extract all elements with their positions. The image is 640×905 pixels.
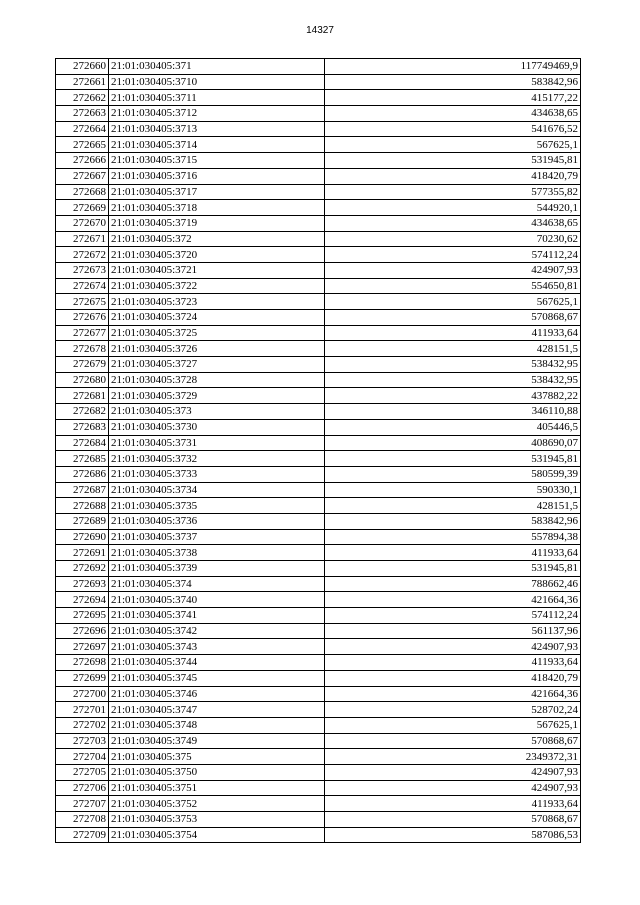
value-cell: 590330,1 (325, 482, 581, 498)
row-number-cell: 272698 (56, 655, 109, 671)
row-number-cell: 272679 (56, 357, 109, 373)
value-cell: 424907,93 (325, 764, 581, 780)
table-row (56, 90, 581, 106)
cadastral-number-cell: 21:01:030405:3719 (109, 215, 325, 231)
cadastral-number-cell: 21:01:030405:3735 (109, 498, 325, 514)
value-cell: 587086,53 (325, 827, 581, 843)
row-number-cell: 272683 (56, 419, 109, 435)
row-number-cell: 272708 (56, 812, 109, 828)
table-row (56, 764, 581, 780)
value-cell: 544920,1 (325, 200, 581, 216)
value-cell: 554650,81 (325, 278, 581, 294)
cadastral-number-cell: 21:01:030405:3744 (109, 655, 325, 671)
value-cell: 567625,1 (325, 294, 581, 310)
table-row (56, 137, 581, 153)
cadastral-number-cell: 21:01:030405:3712 (109, 106, 325, 122)
row-number-cell: 272692 (56, 561, 109, 577)
table-row (56, 796, 581, 812)
cadastral-number-cell: 21:01:030405:3748 (109, 717, 325, 733)
value-cell: 788662,46 (325, 576, 581, 592)
cadastral-number-cell: 21:01:030405:3724 (109, 310, 325, 326)
row-number-cell: 272673 (56, 262, 109, 278)
table-row (56, 231, 581, 247)
row-number-cell: 272664 (56, 121, 109, 137)
value-cell: 531945,81 (325, 451, 581, 467)
row-number-cell: 272701 (56, 702, 109, 718)
table-row (56, 670, 581, 686)
table-row (56, 592, 581, 608)
table-row (56, 106, 581, 122)
cadastral-number-cell: 21:01:030405:3714 (109, 137, 325, 153)
row-number-cell: 272703 (56, 733, 109, 749)
cadastral-number-cell: 21:01:030405:3741 (109, 608, 325, 624)
value-cell: 421664,36 (325, 592, 581, 608)
cadastral-number-cell: 21:01:030405:3750 (109, 764, 325, 780)
cadastral-number-cell: 21:01:030405:3725 (109, 325, 325, 341)
row-number-cell: 272681 (56, 388, 109, 404)
data-table (55, 58, 581, 843)
cadastral-number-cell: 21:01:030405:372 (109, 231, 325, 247)
table-row (56, 545, 581, 561)
row-number-cell: 272707 (56, 796, 109, 812)
table-row (56, 435, 581, 451)
table-row (56, 215, 581, 231)
table-row (56, 812, 581, 828)
table-row (56, 717, 581, 733)
value-cell: 346110,88 (325, 404, 581, 420)
value-cell: 418420,79 (325, 168, 581, 184)
table-row (56, 733, 581, 749)
cadastral-number-cell: 21:01:030405:3745 (109, 670, 325, 686)
value-cell: 541676,52 (325, 121, 581, 137)
cadastral-number-cell: 21:01:030405:3739 (109, 561, 325, 577)
row-number-cell: 272678 (56, 341, 109, 357)
table-row (56, 310, 581, 326)
table-row (56, 388, 581, 404)
cadastral-number-cell: 21:01:030405:3736 (109, 513, 325, 529)
cadastral-number-cell: 21:01:030405:3717 (109, 184, 325, 200)
row-number-cell: 272677 (56, 325, 109, 341)
table-row (56, 168, 581, 184)
value-cell: 538432,95 (325, 357, 581, 373)
value-cell: 561137,96 (325, 623, 581, 639)
table-row (56, 513, 581, 529)
row-number-cell: 272690 (56, 529, 109, 545)
row-number-cell: 272682 (56, 404, 109, 420)
row-number-cell: 272662 (56, 90, 109, 106)
value-cell: 574112,24 (325, 247, 581, 263)
value-cell: 531945,81 (325, 561, 581, 577)
table-row (56, 529, 581, 545)
table-row (56, 466, 581, 482)
table-row (56, 121, 581, 137)
value-cell: 434638,65 (325, 215, 581, 231)
table-row (56, 372, 581, 388)
table-row (56, 341, 581, 357)
value-cell: 531945,81 (325, 153, 581, 169)
table-row (56, 294, 581, 310)
value-cell: 2349372,31 (325, 749, 581, 765)
value-cell: 567625,1 (325, 137, 581, 153)
row-number-cell: 272709 (56, 827, 109, 843)
table-row (56, 749, 581, 765)
cadastral-number-cell: 21:01:030405:3738 (109, 545, 325, 561)
table-row (56, 153, 581, 169)
table-row (56, 827, 581, 843)
row-number-cell: 272675 (56, 294, 109, 310)
cadastral-number-cell: 21:01:030405:3754 (109, 827, 325, 843)
cadastral-number-cell: 21:01:030405:3732 (109, 451, 325, 467)
value-cell: 580599,39 (325, 466, 581, 482)
table-row (56, 702, 581, 718)
value-cell: 574112,24 (325, 608, 581, 624)
value-cell: 408690,07 (325, 435, 581, 451)
cadastral-number-cell: 21:01:030405:3713 (109, 121, 325, 137)
value-cell: 70230,62 (325, 231, 581, 247)
cadastral-number-cell: 21:01:030405:3716 (109, 168, 325, 184)
value-cell: 117749469,9 (325, 59, 581, 75)
row-number-cell: 272695 (56, 608, 109, 624)
row-number-cell: 272669 (56, 200, 109, 216)
cadastral-number-cell: 21:01:030405:3730 (109, 419, 325, 435)
value-cell: 411933,64 (325, 325, 581, 341)
cadastral-number-cell: 21:01:030405:3752 (109, 796, 325, 812)
table-row (56, 639, 581, 655)
cadastral-number-cell: 21:01:030405:3728 (109, 372, 325, 388)
table-row (56, 576, 581, 592)
cadastral-number-cell: 21:01:030405:374 (109, 576, 325, 592)
row-number-cell: 272661 (56, 74, 109, 90)
row-number-cell: 272696 (56, 623, 109, 639)
cadastral-number-cell: 21:01:030405:3751 (109, 780, 325, 796)
cadastral-number-cell: 21:01:030405:3726 (109, 341, 325, 357)
value-cell: 428151,5 (325, 498, 581, 514)
row-number-cell: 272704 (56, 749, 109, 765)
value-cell: 583842,96 (325, 513, 581, 529)
table-row (56, 608, 581, 624)
cadastral-number-cell: 21:01:030405:3753 (109, 812, 325, 828)
row-number-cell: 272671 (56, 231, 109, 247)
cadastral-number-cell: 21:01:030405:3742 (109, 623, 325, 639)
value-cell: 567625,1 (325, 717, 581, 733)
value-cell: 570868,67 (325, 812, 581, 828)
table-row (56, 247, 581, 263)
value-cell: 421664,36 (325, 686, 581, 702)
table-row (56, 419, 581, 435)
row-number-cell: 272688 (56, 498, 109, 514)
row-number-cell: 272706 (56, 780, 109, 796)
page-number: 14327 (306, 25, 334, 36)
row-number-cell: 272660 (56, 59, 109, 75)
cadastral-number-cell: 21:01:030405:371 (109, 59, 325, 75)
value-cell: 424907,93 (325, 262, 581, 278)
row-number-cell: 272686 (56, 466, 109, 482)
cadastral-number-cell: 21:01:030405:3749 (109, 733, 325, 749)
row-number-cell: 272684 (56, 435, 109, 451)
table-row (56, 262, 581, 278)
row-number-cell: 272674 (56, 278, 109, 294)
value-cell: 577355,82 (325, 184, 581, 200)
row-number-cell: 272676 (56, 310, 109, 326)
cadastral-number-cell: 21:01:030405:3747 (109, 702, 325, 718)
table-row (56, 74, 581, 90)
cadastral-number-cell: 21:01:030405:3711 (109, 90, 325, 106)
value-cell: 411933,64 (325, 655, 581, 671)
cadastral-number-cell: 21:01:030405:3731 (109, 435, 325, 451)
row-number-cell: 272670 (56, 215, 109, 231)
cadastral-number-cell: 21:01:030405:3740 (109, 592, 325, 608)
table-row (56, 498, 581, 514)
table-row (56, 59, 581, 75)
row-number-cell: 272689 (56, 513, 109, 529)
table-row (56, 357, 581, 373)
table-row (56, 184, 581, 200)
row-number-cell: 272667 (56, 168, 109, 184)
cadastral-number-cell: 21:01:030405:373 (109, 404, 325, 420)
value-cell: 428151,5 (325, 341, 581, 357)
table-row (56, 451, 581, 467)
table-row (56, 686, 581, 702)
row-number-cell: 272680 (56, 372, 109, 388)
cadastral-number-cell: 21:01:030405:3723 (109, 294, 325, 310)
value-cell: 415177,22 (325, 90, 581, 106)
row-number-cell: 272672 (56, 247, 109, 263)
table-row (56, 623, 581, 639)
row-number-cell: 272705 (56, 764, 109, 780)
cadastral-number-cell: 21:01:030405:3743 (109, 639, 325, 655)
value-cell: 528702,24 (325, 702, 581, 718)
cadastral-number-cell: 21:01:030405:3727 (109, 357, 325, 373)
value-cell: 418420,79 (325, 670, 581, 686)
table-row (56, 200, 581, 216)
table-row (56, 325, 581, 341)
row-number-cell: 272685 (56, 451, 109, 467)
cadastral-number-cell: 21:01:030405:3721 (109, 262, 325, 278)
value-cell: 570868,67 (325, 310, 581, 326)
row-number-cell: 272700 (56, 686, 109, 702)
row-number-cell: 272665 (56, 137, 109, 153)
value-cell: 434638,65 (325, 106, 581, 122)
cadastral-number-cell: 21:01:030405:3733 (109, 466, 325, 482)
row-number-cell: 272666 (56, 153, 109, 169)
cadastral-number-cell: 21:01:030405:375 (109, 749, 325, 765)
cadastral-number-cell: 21:01:030405:3746 (109, 686, 325, 702)
cadastral-number-cell: 21:01:030405:3715 (109, 153, 325, 169)
value-cell: 557894,38 (325, 529, 581, 545)
cadastral-number-cell: 21:01:030405:3722 (109, 278, 325, 294)
value-cell: 570868,67 (325, 733, 581, 749)
value-cell: 424907,93 (325, 639, 581, 655)
table-row (56, 655, 581, 671)
table-body (56, 59, 581, 843)
row-number-cell: 272668 (56, 184, 109, 200)
cadastral-number-cell: 21:01:030405:3737 (109, 529, 325, 545)
row-number-cell: 272699 (56, 670, 109, 686)
value-cell: 424907,93 (325, 780, 581, 796)
cadastral-number-cell: 21:01:030405:3718 (109, 200, 325, 216)
value-cell: 437882,22 (325, 388, 581, 404)
row-number-cell: 272663 (56, 106, 109, 122)
value-cell: 405446,5 (325, 419, 581, 435)
value-cell: 411933,64 (325, 545, 581, 561)
table-row (56, 482, 581, 498)
row-number-cell: 272694 (56, 592, 109, 608)
value-cell: 583842,96 (325, 74, 581, 90)
row-number-cell: 272691 (56, 545, 109, 561)
row-number-cell: 272687 (56, 482, 109, 498)
table-row (56, 278, 581, 294)
cadastral-number-cell: 21:01:030405:3710 (109, 74, 325, 90)
row-number-cell: 272702 (56, 717, 109, 733)
row-number-cell: 272697 (56, 639, 109, 655)
table-row (56, 561, 581, 577)
cadastral-number-cell: 21:01:030405:3734 (109, 482, 325, 498)
row-number-cell: 272693 (56, 576, 109, 592)
cadastral-number-cell: 21:01:030405:3729 (109, 388, 325, 404)
table-row (56, 780, 581, 796)
table-row (56, 404, 581, 420)
value-cell: 538432,95 (325, 372, 581, 388)
value-cell: 411933,64 (325, 796, 581, 812)
cadastral-number-cell: 21:01:030405:3720 (109, 247, 325, 263)
